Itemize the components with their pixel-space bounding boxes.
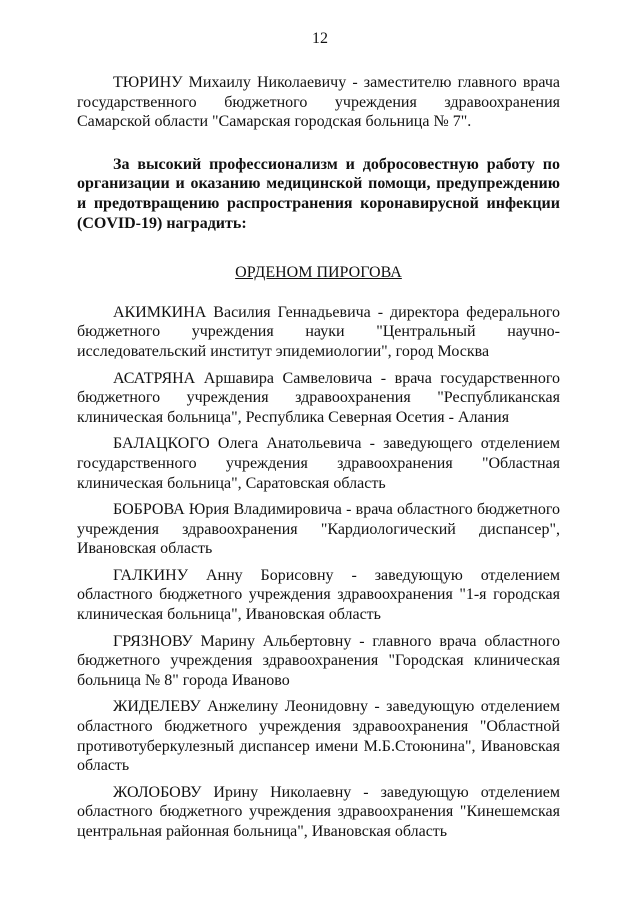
recipient-entry: ЖОЛОБОВУ Ирину Николаевну - заведующую отделением областного бюджетного учреждения здравоохранения "Кинешемская центральная районная больница", Ивановская область: [77, 783, 560, 840]
recipient-entry: АСАТРЯНА Аршавира Самвеловича - врача государственного бюджетного учреждения здравоохранения "Республиканская клиническая больница", Республика Северная Осетия - Алания: [77, 369, 560, 426]
intro-paragraph: ТЮРИНУ Михаилу Николаевичу - заместителю главного врача государственного бюджетного учреждения здравоохранения Самарской области "Самарская городская больница № 7".: [77, 74, 560, 131]
document-body: [77, 73, 560, 849]
recipient-entry: БОБРОВА Юрия Владимировича - врача областного бюджетного учреждения здравоохранения "Кардиологический диспансер", Ивановская область: [77, 501, 560, 558]
recipient-entry: ГРЯЗНОВУ Марину Альбертовну - главного врача областного бюджетного учреждения здравоохранения "Городская клиническая больница № 8" города Иваново: [77, 632, 560, 689]
page-number: 12: [312, 30, 328, 47]
award-statement: За высокий профессионализм и добросовестную работу по организации и оказанию медицинской помощи, предупреждению и предотвращению распространения коронавирусной инфекции (COVID-19) наградить:: [77, 155, 560, 232]
recipient-entry: АКИМКИНА Василия Геннадьевича - директора федерального бюджетного учреждения науки "Центральный научно-исследовательский институт эпидемиологии", город Москва: [77, 303, 560, 360]
award-heading: ОРДЕНОМ ПИРОГОВА: [235, 264, 402, 282]
recipient-entry: БАЛАЦКОГО Олега Анатольевича - заведующего отделением государственного учреждения здравоохранения "Областная клиническая больница", Саратовская область: [77, 435, 560, 492]
recipient-entry: ЖИДЕЛЕВУ Анжелину Леонидовну - заведующую отделением областного бюджетного учреждения здравоохранения "Областной противотуберкулезный диспансер имени М.Б.Стоюнина", Ивановская область: [77, 698, 560, 775]
recipient-entry: ГАЛКИНУ Анну Борисовну - заведующую отделением областного бюджетного учреждения здравоохранения "1-я городская клиническая больница", Ивановская область: [77, 566, 560, 624]
